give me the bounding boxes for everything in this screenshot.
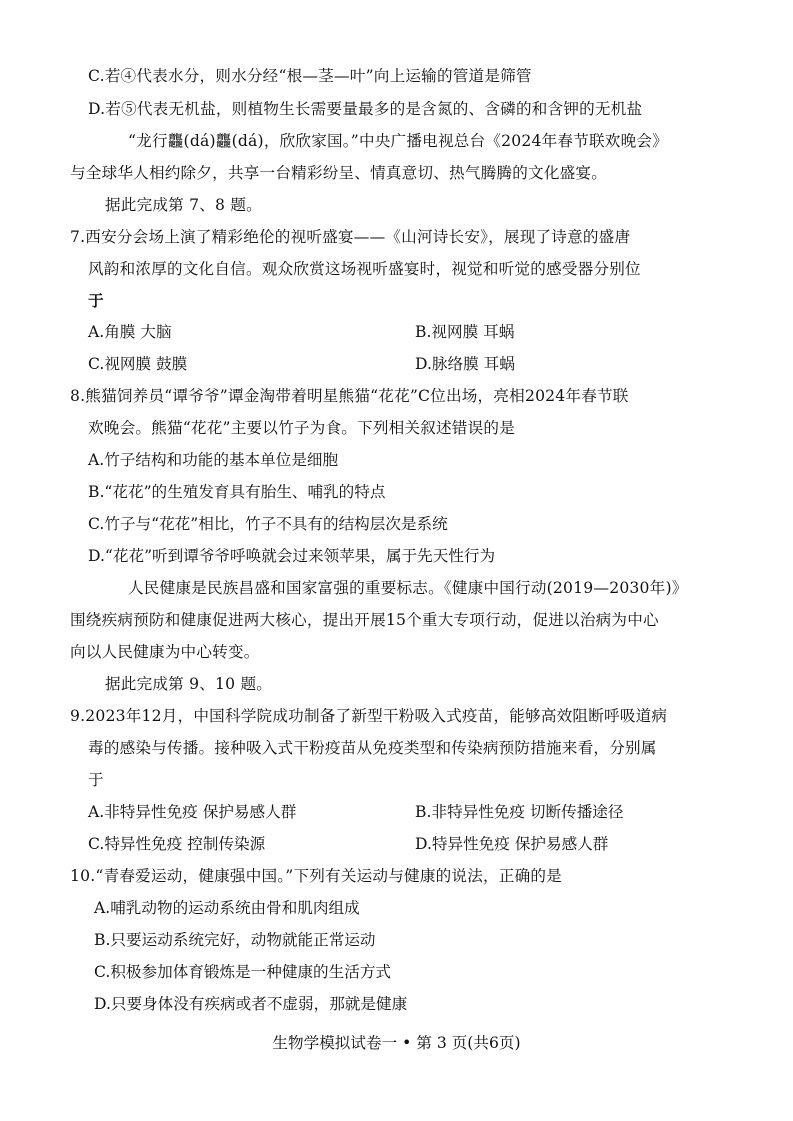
q10-option-d: D.只要身体没有疾病或者不虚弱，那就是健康 xyxy=(94,995,408,1013)
passage1-instruction: 据此完成第 7、8 题。 xyxy=(105,196,262,214)
q8-stem-line1: 8.熊猫饲养员“谭爷爷”谭金淘带着明星熊猫“花花”C位出场，亮相2024年春节联 xyxy=(70,387,629,405)
q7-option-c: C.视网膜 鼓膜 xyxy=(88,355,188,373)
q7-stem-line1: 7.西安分会场上演了精彩绝伦的视听盛宴——《山河诗长安》，展现了诗意的盛唐 xyxy=(70,228,631,246)
q10-option-a: A.哺乳动物的运动系统由骨和肌肉组成 xyxy=(94,899,360,917)
page-footer: 生物学模拟试卷一 • 第 3 页(共6页) xyxy=(272,1034,521,1052)
q8-option-c: C.竹子与“花花”相比，竹子不具有的结构层次是系统 xyxy=(88,515,448,533)
q9-stem-line1: 9.2023年12月，中国科学院成功制备了新型干粉吸入式疫苗，能够高效阻断呼吸道病 xyxy=(70,707,668,725)
q7-option-b: B.视网膜 耳蜗 xyxy=(415,323,515,341)
passage2-line1: 人民健康是民族昌盛和国家富强的重要标志。《健康中国行动(2019—2030年)》 xyxy=(128,579,688,597)
passage2-line2: 围绕疾病预防和健康促进两大核心，提出开展15个重大专项行动，促进以治病为中心 xyxy=(70,611,659,629)
q9-option-b: B.非特异性免疫 切断传播途径 xyxy=(415,803,624,821)
q9-stem-line3: 于 xyxy=(88,771,104,789)
q7-stem-line2: 风韵和浓厚的文化自信。观众欣赏这场视听盛宴时，视觉和听觉的感受器分别位 xyxy=(88,260,641,278)
q8-option-b: B.“花花”的生殖发育具有胎生、哺乳的特点 xyxy=(88,483,386,501)
q8-option-a: A.竹子结构和功能的基本单位是细胞 xyxy=(88,451,339,469)
q10-option-c: C.积极参加体育锻炼是一种健康的生活方式 xyxy=(94,963,392,981)
q9-option-c: C.特异性免疫 控制传染源 xyxy=(88,835,266,853)
q9-stem-line2: 毒的感染与传播。接种吸入式干粉疫苗从免疫类型和传染病预防措施来看，分别属 xyxy=(88,739,657,757)
prev-question-option-c: C.若④代表水分，则水分经“根—茎—叶”向上运输的管道是筛管 xyxy=(88,67,532,85)
prev-question-option-d: D.若⑤代表无机盐，则植物生长需要量最多的是含氮的、含磷的和含钾的无机盐 xyxy=(88,100,643,118)
q7-option-d: D.脉络膜 耳蜗 xyxy=(415,355,515,373)
q7-stem-line3: 于 xyxy=(88,291,104,310)
passage2-instruction: 据此完成第 9、10 题。 xyxy=(105,675,273,693)
passage1-line2: 与全球华人相约除夕，共享一台精彩纷呈、情真意切、热气腾腾的文化盛宴。 xyxy=(70,164,607,182)
passage1-line1: “龙行龘(dá)龘(dá)，欣欣家国。”中央广播电视总台《2024年春节联欢晚会》 xyxy=(128,132,668,150)
q8-option-d: D.“花花”听到谭爷爷呼唤就会过来领苹果，属于先天性行为 xyxy=(88,547,496,565)
passage2-line3: 向以人民健康为中心转变。 xyxy=(70,643,260,661)
q9-option-a: A.非特异性免疫 保护易感人群 xyxy=(88,803,297,821)
q10-stem-line1: 10.“青春爱运动，健康强中国。”下列有关运动与健康的说法，正确的是 xyxy=(70,867,562,885)
q7-option-a: A.角膜 大脑 xyxy=(88,323,172,341)
q10-option-b: B.只要运动系统完好，动物就能正常运动 xyxy=(94,931,376,949)
q8-stem-line2: 欢晚会。熊猫“花花”主要以竹子为食。下列相关叙述错误的是 xyxy=(88,419,515,437)
q9-option-d: D.特异性免疫 保护易感人群 xyxy=(415,835,609,853)
